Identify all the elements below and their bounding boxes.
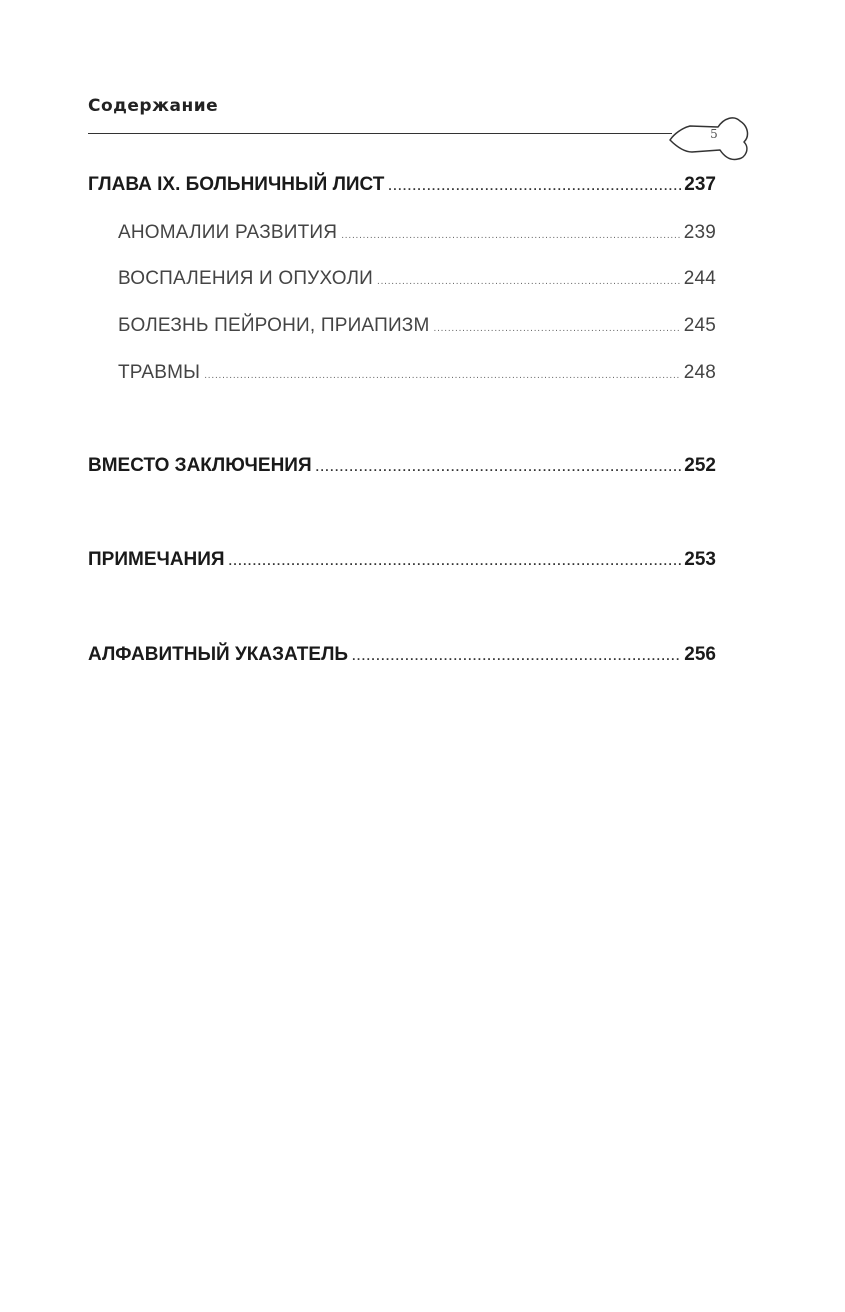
toc-entry-section[interactable] <box>118 268 716 290</box>
toc-entry-title: АНОМАЛИИ РАЗВИТИЯ <box>118 222 338 243</box>
toc-entry-title: ТРАВМЫ <box>118 362 201 383</box>
toc-entry-title: ВОСПАЛЕНИЯ И ОПУХОЛИ <box>118 268 373 289</box>
toc-entry-page: 248 <box>683 362 716 383</box>
toc-entry-page: 244 <box>683 268 716 289</box>
dot-leader <box>204 370 680 381</box>
page-number-badge <box>668 112 754 164</box>
toc-entry-section[interactable] <box>118 362 716 384</box>
toc-entry-index[interactable] <box>88 644 716 666</box>
running-title: Содержание <box>88 96 219 116</box>
dot-leader <box>388 179 681 193</box>
toc-entry-page: 245 <box>683 315 716 336</box>
toc-entry-notes[interactable] <box>88 549 716 571</box>
toc-entry-section[interactable] <box>118 222 716 244</box>
toc-entry-page: 253 <box>684 549 716 570</box>
toc-entry-title: БОЛЕЗНЬ ПЕЙРОНИ, ПРИАПИЗМ <box>118 315 430 336</box>
dot-leader <box>434 323 681 334</box>
toc-entry-title: ГЛАВА IX. БОЛЬНИЧНЫЙ ЛИСТ <box>88 174 385 195</box>
toc-entry-title: АЛФАВИТНЫЙ УКАЗАТЕЛЬ <box>88 644 349 665</box>
toc-entry-page: 256 <box>684 644 716 665</box>
toc-entry-section[interactable] <box>118 315 716 337</box>
toc-entry-chapter-9[interactable] <box>88 174 716 196</box>
toc-entry-page: 252 <box>684 455 716 476</box>
dot-leader <box>352 649 681 663</box>
page-number: 5 <box>710 127 718 141</box>
header-rule <box>88 133 672 134</box>
toc-entry-page: 237 <box>684 174 716 195</box>
dot-leader <box>316 460 682 474</box>
dot-leader <box>377 276 681 287</box>
dot-leader <box>229 554 682 568</box>
toc-entry-page: 239 <box>683 222 716 243</box>
toc-entry-conclusion[interactable] <box>88 455 716 477</box>
dot-leader <box>341 230 680 241</box>
toc-entry-title: ПРИМЕЧАНИЯ <box>88 549 225 570</box>
toc-entry-title: ВМЕСТО ЗАКЛЮЧЕНИЯ <box>88 455 312 476</box>
